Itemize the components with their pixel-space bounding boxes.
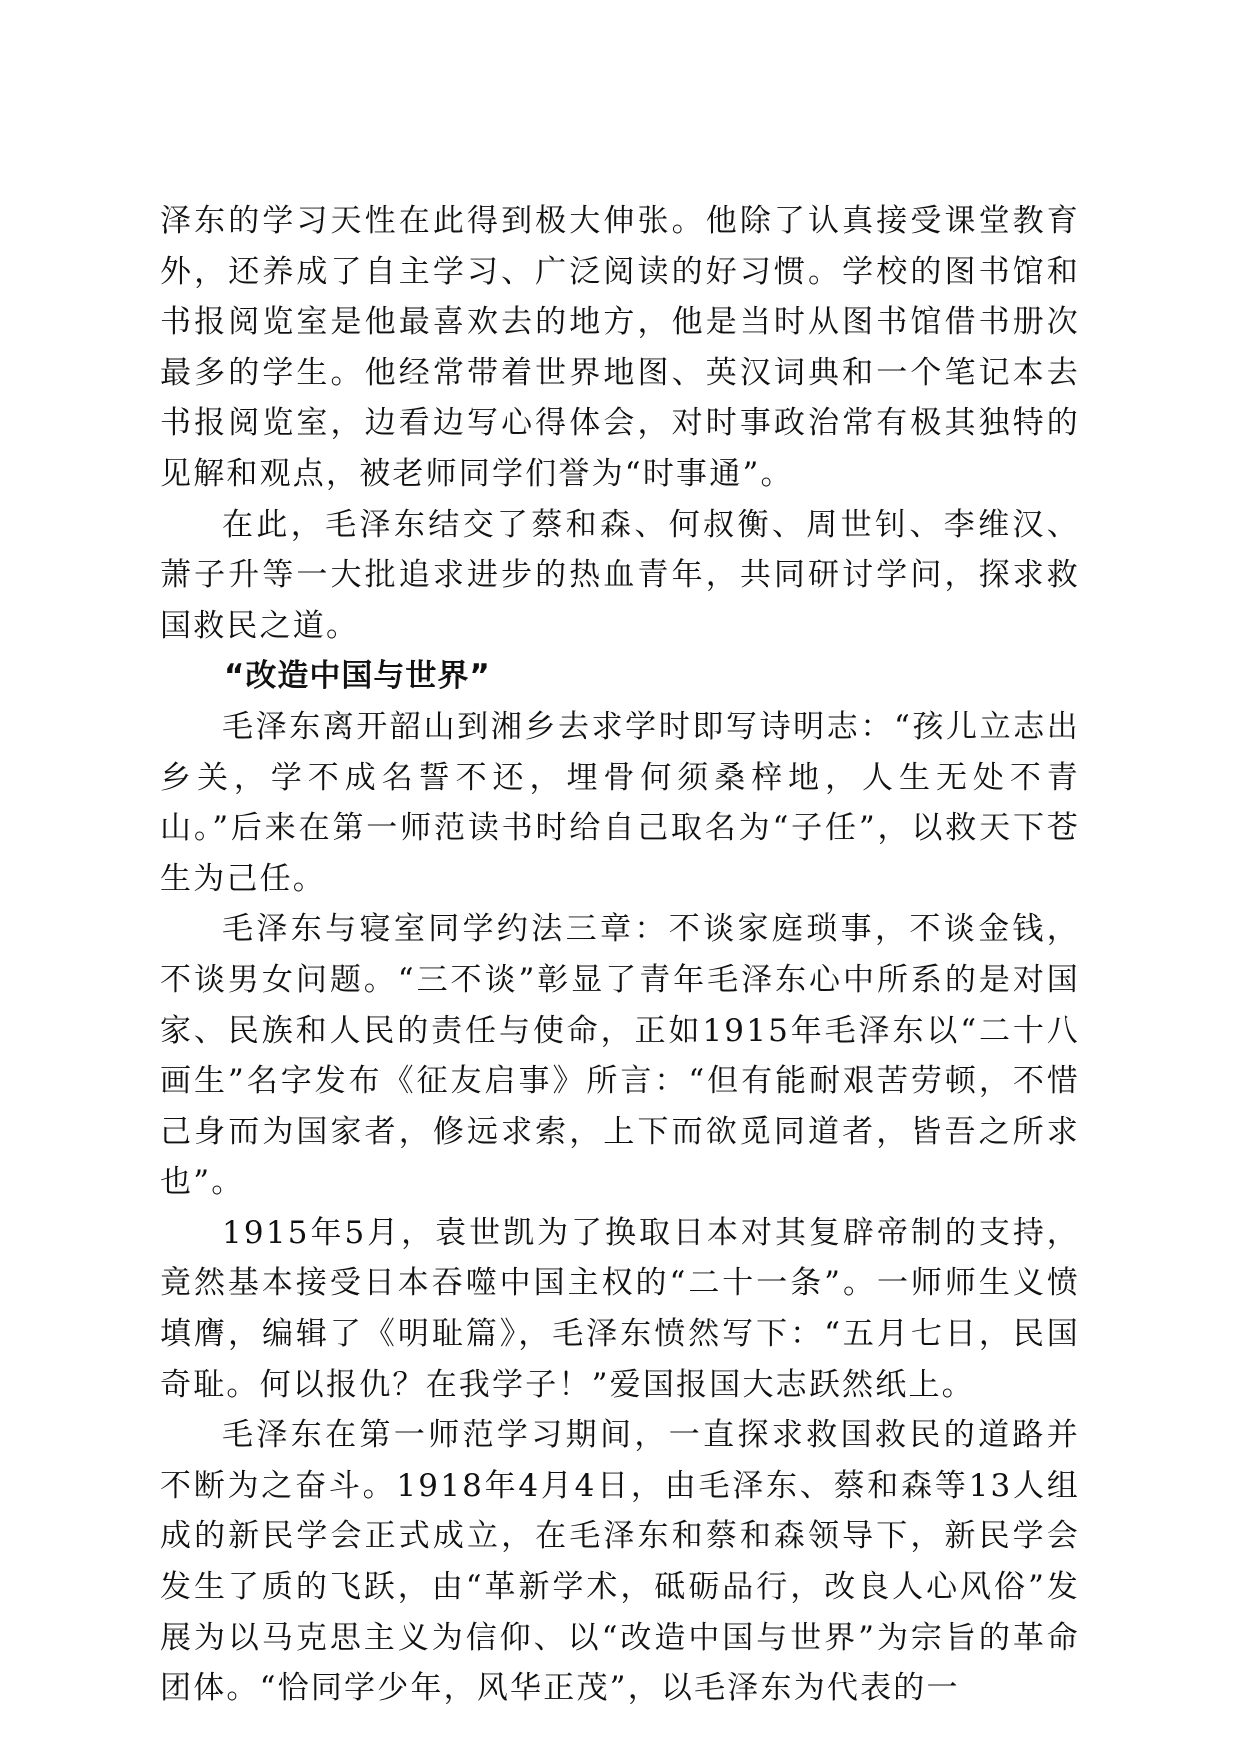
paragraph-xinmin-society: 毛泽东在第一师范学习期间，一直探求救国救民的道路并不断为之奋斗。1918年4月4日，由毛泽东、蔡和森等13人组成的新民学会正式成立，在毛泽东和蔡和森领导下，新民学会发生了质的飞跃，由“革新学术，砥砺品行，改良人心风俗”发展为以马克思主义为信仰、以“改造中国与世界”为宗旨的革命团体。“恰同学少年，风华正茂”，以毛泽东为代表的一: [160, 1417, 1080, 1707]
section-heading: “改造中国与世界”: [224, 658, 491, 695]
paragraph-poem: 毛泽东离开韶山到湘乡去求学时即写诗明志：“孩儿立志出乡关，学不成名誓不还，埋骨何须桑梓地，人生无处不青山。”后来在第一师范读书时给自己取名为“子任”，以救天下苍生为己任。: [160, 708, 1080, 897]
paragraph-three-rules: 毛泽东与寝室同学约法三章：不谈家庭琐事，不谈金钱，不谈男女问题。“三不谈”彰显了青年毛泽东心中所系的是对国家、民族和人民的责任与使命，正如1915年毛泽东以“二十八画生”名字发布《征友启事》所言：“但有能耐艰苦劳顿，不惜己身而为国家者，修远求索，上下而欲觅同道者，皆吾之所求也”。: [160, 911, 1080, 1201]
document-page: [160, 196, 1080, 1714]
paragraph-friends: 在此，毛泽东结交了蔡和森、何叔衡、周世钊、李维汉、萧子升等一大批追求进步的热血青年，共同研讨学问，探求救国救民之道。: [160, 506, 1080, 644]
paragraph-continued: 泽东的学习天性在此得到极大伸张。他除了认真接受课堂教育外，还养成了自主学习、广泛阅读的好习惯。学校的图书馆和书报阅览室是他最喜欢去的地方，他是当时从图书馆借书册次最多的学生。他经常带着世界地图、英汉词典和一个笔记本去书报阅览室，边看边写心得体会，对时事政治常有极其独特的见解和观点，被老师同学们誉为“时事通”。: [160, 203, 1080, 492]
paragraph-1915: 1915年5月，袁世凯为了换取日本对其复辟帝制的支持，竟然基本接受日本吞噬中国主权的“二十一条”。一师师生义愤填膺，编辑了《明耻篇》，毛泽东愤然写下：“五月七日，民国奇耻。何以报仇？在我学子！”爱国报国大志跃然纸上。: [160, 1214, 1080, 1403]
